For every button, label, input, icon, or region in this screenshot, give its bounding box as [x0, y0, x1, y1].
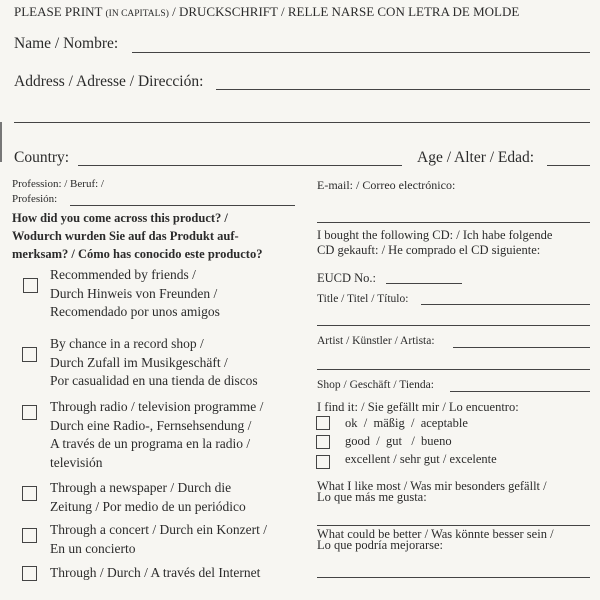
option-record-shop: [50, 335, 258, 391]
artist-field-line-2[interactable]: [317, 369, 590, 370]
print-instruction: [14, 3, 519, 23]
checkbox-newspaper[interactable]: [22, 486, 37, 501]
option-line: En un concierto: [50, 540, 136, 556]
checkbox-internet[interactable]: [22, 566, 37, 581]
could-be-better-line-1: What could be better / Was könnte besser sein /: [317, 527, 554, 541]
option-line: By chance in a record shop /: [50, 336, 204, 351]
option-line: A través de un programa en la radio /: [50, 436, 251, 451]
artist-label: Artist / Künstler / Artista:: [317, 335, 435, 347]
age-field[interactable]: [547, 165, 590, 166]
title-field-line-2[interactable]: [317, 325, 590, 326]
option-line: Through radio / television programme /: [50, 399, 264, 414]
name-field[interactable]: [132, 52, 590, 53]
country-field[interactable]: [78, 165, 402, 166]
checkbox-rating-excellent[interactable]: [316, 455, 330, 469]
option-line: Durch eine Radio-, Fernsehsendung /: [50, 417, 252, 433]
option-line: televisión: [50, 454, 103, 470]
address-field-line-2[interactable]: [14, 122, 590, 123]
age-label: Age / Alter / Edad:: [417, 149, 535, 166]
rating-label: I find it: / Sie gefällt mir / Lo encuentro:: [317, 400, 519, 414]
option-newspaper: [50, 479, 246, 516]
option-radio-tv: [50, 398, 263, 472]
question-heading: [12, 209, 262, 263]
option-line: Zeitung / Por medio de un periódico: [50, 498, 246, 514]
like-most-label: [317, 481, 547, 503]
checkbox-concert[interactable]: [22, 528, 37, 543]
address-field-line-1[interactable]: [216, 89, 590, 90]
address-label: Address / Adresse / Dirección:: [14, 73, 204, 90]
option-line: Recommended by friends /: [50, 267, 196, 282]
rating-excellent-label: excellent / sehr gut / excelente: [345, 452, 497, 466]
eucd-field[interactable]: [386, 283, 462, 284]
could-be-better-label: [317, 529, 554, 551]
rating-good-label: good / gut / bueno: [345, 434, 452, 448]
profession-label-2: Profesión:: [12, 193, 58, 205]
option-line: Durch Hinweis von Freunden /: [50, 285, 218, 301]
eucd-label: EUCD No.:: [317, 271, 377, 285]
question-line-2: Wodurch wurden Sie auf das Produkt auf-: [12, 229, 239, 243]
country-label: Country:: [14, 149, 70, 166]
option-line: Through / Durch / A través del Internet: [50, 565, 261, 580]
artist-field[interactable]: [453, 347, 590, 348]
profession-label-1: Profession: / Beruf: /: [12, 178, 104, 190]
option-concert: [50, 521, 267, 558]
question-line-3: merksam? / Cómo has conocido este producto?: [12, 247, 263, 261]
title-label: Title / Titel / Título:: [317, 293, 409, 305]
option-line: Durch Zufall im Musikgeschäft /: [50, 354, 228, 370]
checkbox-recommended-by-friends[interactable]: [23, 278, 38, 293]
email-field[interactable]: [317, 222, 590, 223]
like-most-line-2: Lo que más me gusta:: [317, 490, 427, 504]
title-field[interactable]: [421, 304, 590, 305]
rating-ok-label: ok / mäßig / aceptable: [345, 416, 468, 430]
email-label: E-mail: / Correo electrónico:: [317, 178, 456, 192]
could-be-better-line-2: Lo que podría mejorarse:: [317, 538, 443, 552]
option-internet: [50, 564, 260, 583]
print-instruction-languages: / DRUCKSCHRIFT / RELLE NARSE CON LETRA DE MOLDE: [172, 4, 520, 19]
edge-mark: [0, 122, 2, 162]
print-instruction-caps: (IN CAPITALS): [105, 9, 169, 19]
profession-field[interactable]: [70, 205, 295, 206]
question-line-1: How did you come across this product? /: [12, 211, 228, 225]
shop-label: Shop / Geschäft / Tienda:: [317, 379, 434, 391]
name-label: Name / Nombre:: [14, 35, 119, 52]
shop-field[interactable]: [450, 391, 590, 392]
checkbox-record-shop[interactable]: [22, 347, 37, 362]
option-line: Through a concert / Durch ein Konzert /: [50, 522, 268, 537]
checkbox-radio-tv[interactable]: [22, 405, 37, 420]
option-line: Por casualidad en una tienda de discos: [50, 373, 258, 388]
like-most-line-1: What I like most / Was mir besonders gefällt /: [317, 479, 547, 493]
checkbox-rating-good[interactable]: [316, 435, 330, 449]
cd-bought-line-1: I bought the following CD: / Ich habe folgende: [317, 228, 553, 242]
cd-bought-line-2: CD gekauft: / He comprado el CD siguiente:: [317, 243, 541, 257]
cd-bought-text: [317, 228, 552, 258]
option-line: Recomendado por unos amigos: [50, 304, 220, 319]
option-line: Through a newspaper / Durch die: [50, 480, 232, 495]
could-be-better-field[interactable]: [317, 577, 590, 578]
like-most-field[interactable]: [317, 525, 590, 526]
option-recommended-by-friends: [50, 266, 220, 322]
print-instruction-main: PLEASE PRINT: [14, 4, 103, 19]
checkbox-rating-ok[interactable]: [316, 416, 330, 430]
